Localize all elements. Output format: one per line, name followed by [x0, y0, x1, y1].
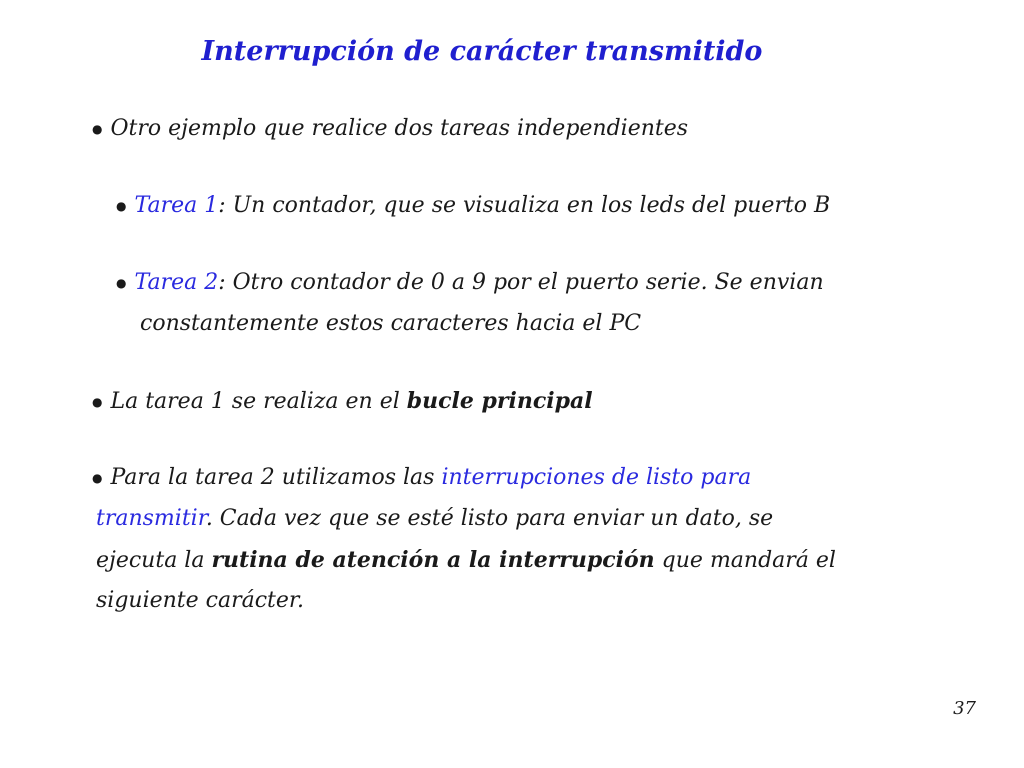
slide-title: Interrupción de carácter transmitido — [201, 36, 763, 67]
bullet-dot-icon: ● — [92, 122, 103, 136]
item-3-text-line-3a: ejecuta la — [96, 548, 212, 573]
bullet-item-tarea-1-bucle — [92, 386, 593, 417]
sub-bullet-tarea-2 — [116, 268, 824, 298]
page-number: 37 — [953, 698, 976, 719]
bullet-text: Otro ejemplo que realice dos tareas independientes — [110, 116, 689, 141]
tarea-2-label: Tarea 2 — [134, 270, 219, 295]
item-3-text-line-1: Para la tarea 2 utilizamos las — [110, 465, 442, 490]
transmitir-highlight: transmitir — [96, 506, 206, 531]
tarea-1-text: : Un contador, que se visualiza en los leds del puerto B — [218, 193, 831, 218]
item-3-line-4 — [96, 586, 304, 616]
tarea-1-label: Tarea 1 — [134, 193, 219, 218]
bullet-dot-icon: ● — [92, 395, 103, 409]
rutina-atencion-emphasis: rutina de atención a la interrupción — [211, 547, 655, 573]
item-3-line-3 — [96, 545, 836, 576]
bucle-principal-emphasis: bucle principal — [406, 388, 593, 414]
tarea-2-text-line-2: constantemente estos caracteres hacia el PC — [140, 311, 642, 336]
tarea-2-text-line-1: : Otro contador de 0 a 9 por el puerto serie. Se envian — [218, 270, 824, 295]
bullet-text: La tarea 1 se realiza en el — [110, 389, 407, 414]
bullet-item-otro-ejemplo — [92, 114, 688, 144]
item-3-line-2 — [96, 504, 773, 534]
tarea-2-continuation — [140, 309, 641, 339]
bullet-dot-icon: ● — [116, 276, 127, 290]
bullet-item-tarea-2-interrupciones — [92, 463, 751, 493]
item-3-text-line-3b: que mandará el — [654, 548, 836, 573]
bullet-dot-icon: ● — [116, 199, 127, 213]
item-3-text-line-4: siguiente carácter. — [96, 588, 305, 613]
bullet-dot-icon: ● — [92, 471, 103, 485]
sub-bullet-tarea-1 — [116, 191, 830, 221]
interrupciones-highlight: interrupciones de listo para — [441, 465, 752, 490]
item-3-text-line-2: . Cada vez que se esté listo para enviar un dato, se — [205, 506, 774, 531]
